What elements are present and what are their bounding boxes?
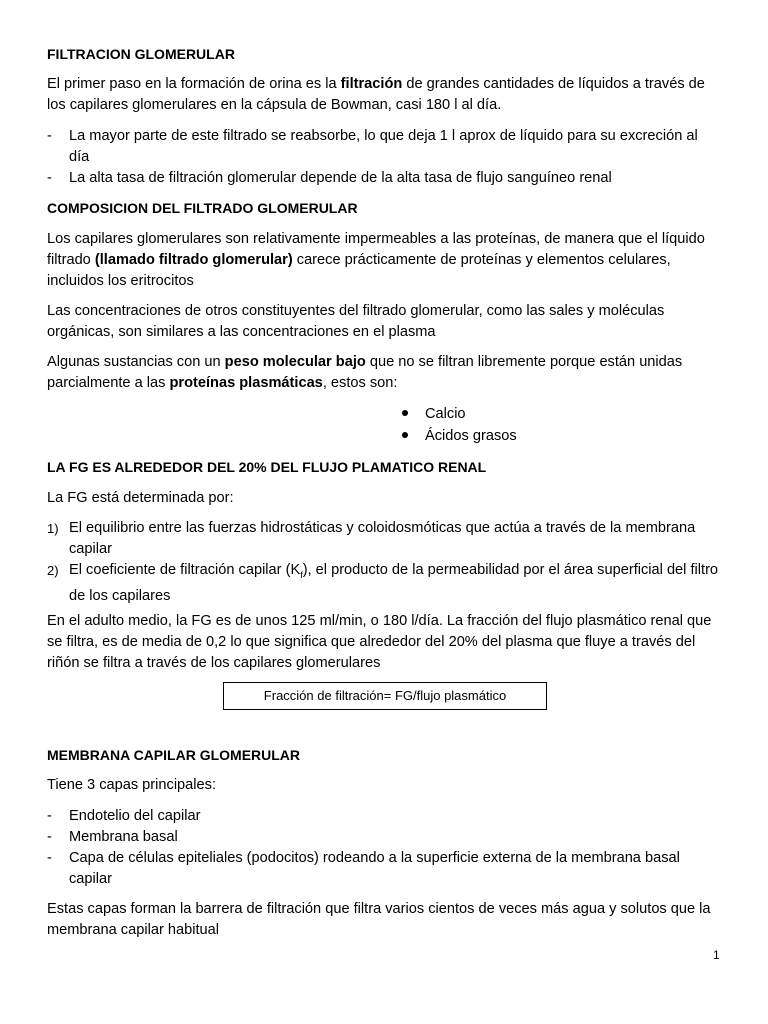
number-marker: 2) — [47, 563, 59, 578]
dash-marker: - — [47, 829, 52, 845]
paragraph-adulto-medio: En el adulto medio, la FG es de unos 125 ml/min, o 180 l/día. La fracción del flujo plasmático renal que se filtra, es de media de 0,2 lo que significa que alrededor del 20% del plasma que fluye a través del riñón se filtra a través de los capilares glomerulares — [47, 613, 712, 671]
bold-term-filtrado: (llamado filtrado glomerular) — [94, 252, 293, 268]
page-number: 1 — [713, 948, 720, 962]
paragraph-capas: Tiene 3 capas principales: — [47, 777, 217, 793]
paragraph-concentraciones: Las concentraciones de otros constituyentes del filtrado glomerular, como las sales y moléculas orgánicas, son similares a las concentraciones en el plasma — [47, 303, 665, 340]
bullet-dot-icon — [402, 410, 408, 416]
list-item — [47, 827, 719, 848]
list-item-text — [69, 560, 719, 607]
list-item-text: El equilibrio entre las fuerzas hidrostáticas y coloidosmóticas que actúa a través de la membrana capilar — [69, 520, 696, 557]
subscript: f — [300, 569, 303, 580]
text-span: El coeficiente de filtración capilar (K — [69, 562, 301, 578]
heading-fg-20: LA FG ES ALREDEDOR DEL 20% DEL FLUJO PLAMATICO RENAL — [47, 459, 487, 475]
paragraph-capilares — [47, 229, 719, 292]
paragraph-intro — [47, 74, 719, 116]
paragraph-barrera: Estas capas forman la barrera de filtración que filtra varios cientos de veces más agua y solutos que la membrana capilar habitual — [47, 901, 711, 938]
text-span: Los capilares glomerulares son relativamente impermeables a las proteínas, de manera que el líquido filtrado — [47, 231, 705, 268]
list-item-text: La alta tasa de filtración glomerular depende de la alta tasa de flujo sanguíneo renal — [69, 170, 612, 186]
bullet-text: Calcio — [425, 406, 466, 422]
list-item — [47, 168, 719, 189]
bullet-item — [402, 404, 466, 425]
number-marker: 1) — [47, 521, 59, 536]
text-span: Algunas sustancias con un — [47, 354, 225, 370]
paragraph-sustancias — [47, 352, 719, 394]
list-item-text: Endotelio del capilar — [69, 808, 201, 824]
numbered-item — [47, 518, 719, 560]
text-span: El primer paso en la formación de orina es la — [47, 76, 341, 92]
list-item-text: Membrana basal — [69, 829, 178, 845]
text-span: ), el producto de la permeabilidad por el área superficial del filtro de los capilares — [69, 562, 719, 604]
text-span: que no se filtran libremente porque están unidas parcialmente a las — [47, 354, 683, 391]
dash-marker: - — [47, 808, 52, 824]
text-span: , estos son: — [322, 375, 398, 391]
bold-term-filtracion: filtración — [340, 76, 403, 92]
bold-term-peso-molecular: peso molecular bajo — [224, 354, 366, 370]
list-item — [47, 126, 719, 168]
heading-membrana-capilar: MEMBRANA CAPILAR GLOMERULAR — [47, 747, 301, 763]
dash-marker: - — [47, 850, 52, 866]
dash-marker: - — [47, 128, 52, 144]
bullet-text: Ácidos grasos — [425, 428, 517, 444]
list-item — [47, 806, 719, 827]
heading-composicion: COMPOSICION DEL FILTRADO GLOMERULAR — [47, 200, 358, 216]
bold-term-proteinas: proteínas plasmáticas — [169, 375, 323, 391]
bullet-dot-icon — [402, 432, 408, 438]
paragraph-fg-determinada: La FG está determinada por: — [47, 490, 234, 506]
formula-box: Fracción de filtración= FG/flujo plasmático — [223, 682, 547, 710]
dash-marker: - — [47, 170, 52, 186]
bullet-item — [402, 426, 517, 447]
text-span: de grandes cantidades de líquidos a través de los capilares glomerulares en la cápsula de Bowman, casi 180 l al día. — [47, 76, 705, 113]
numbered-item — [47, 560, 719, 607]
heading-filtracion-glomerular: FILTRACION GLOMERULAR — [47, 46, 235, 62]
list-item-text: La mayor parte de este filtrado se reabsorbe, lo que deja 1 l aprox de líquido para su excreción al día — [69, 128, 698, 165]
text-span: carece prácticamente de proteínas y elementos celulares, incluidos los eritrocitos — [47, 252, 671, 289]
list-item-text: Capa de células epiteliales (podocitos) rodeando a la superficie externa de la membrana basal capilar — [69, 850, 680, 887]
list-item — [47, 848, 719, 890]
